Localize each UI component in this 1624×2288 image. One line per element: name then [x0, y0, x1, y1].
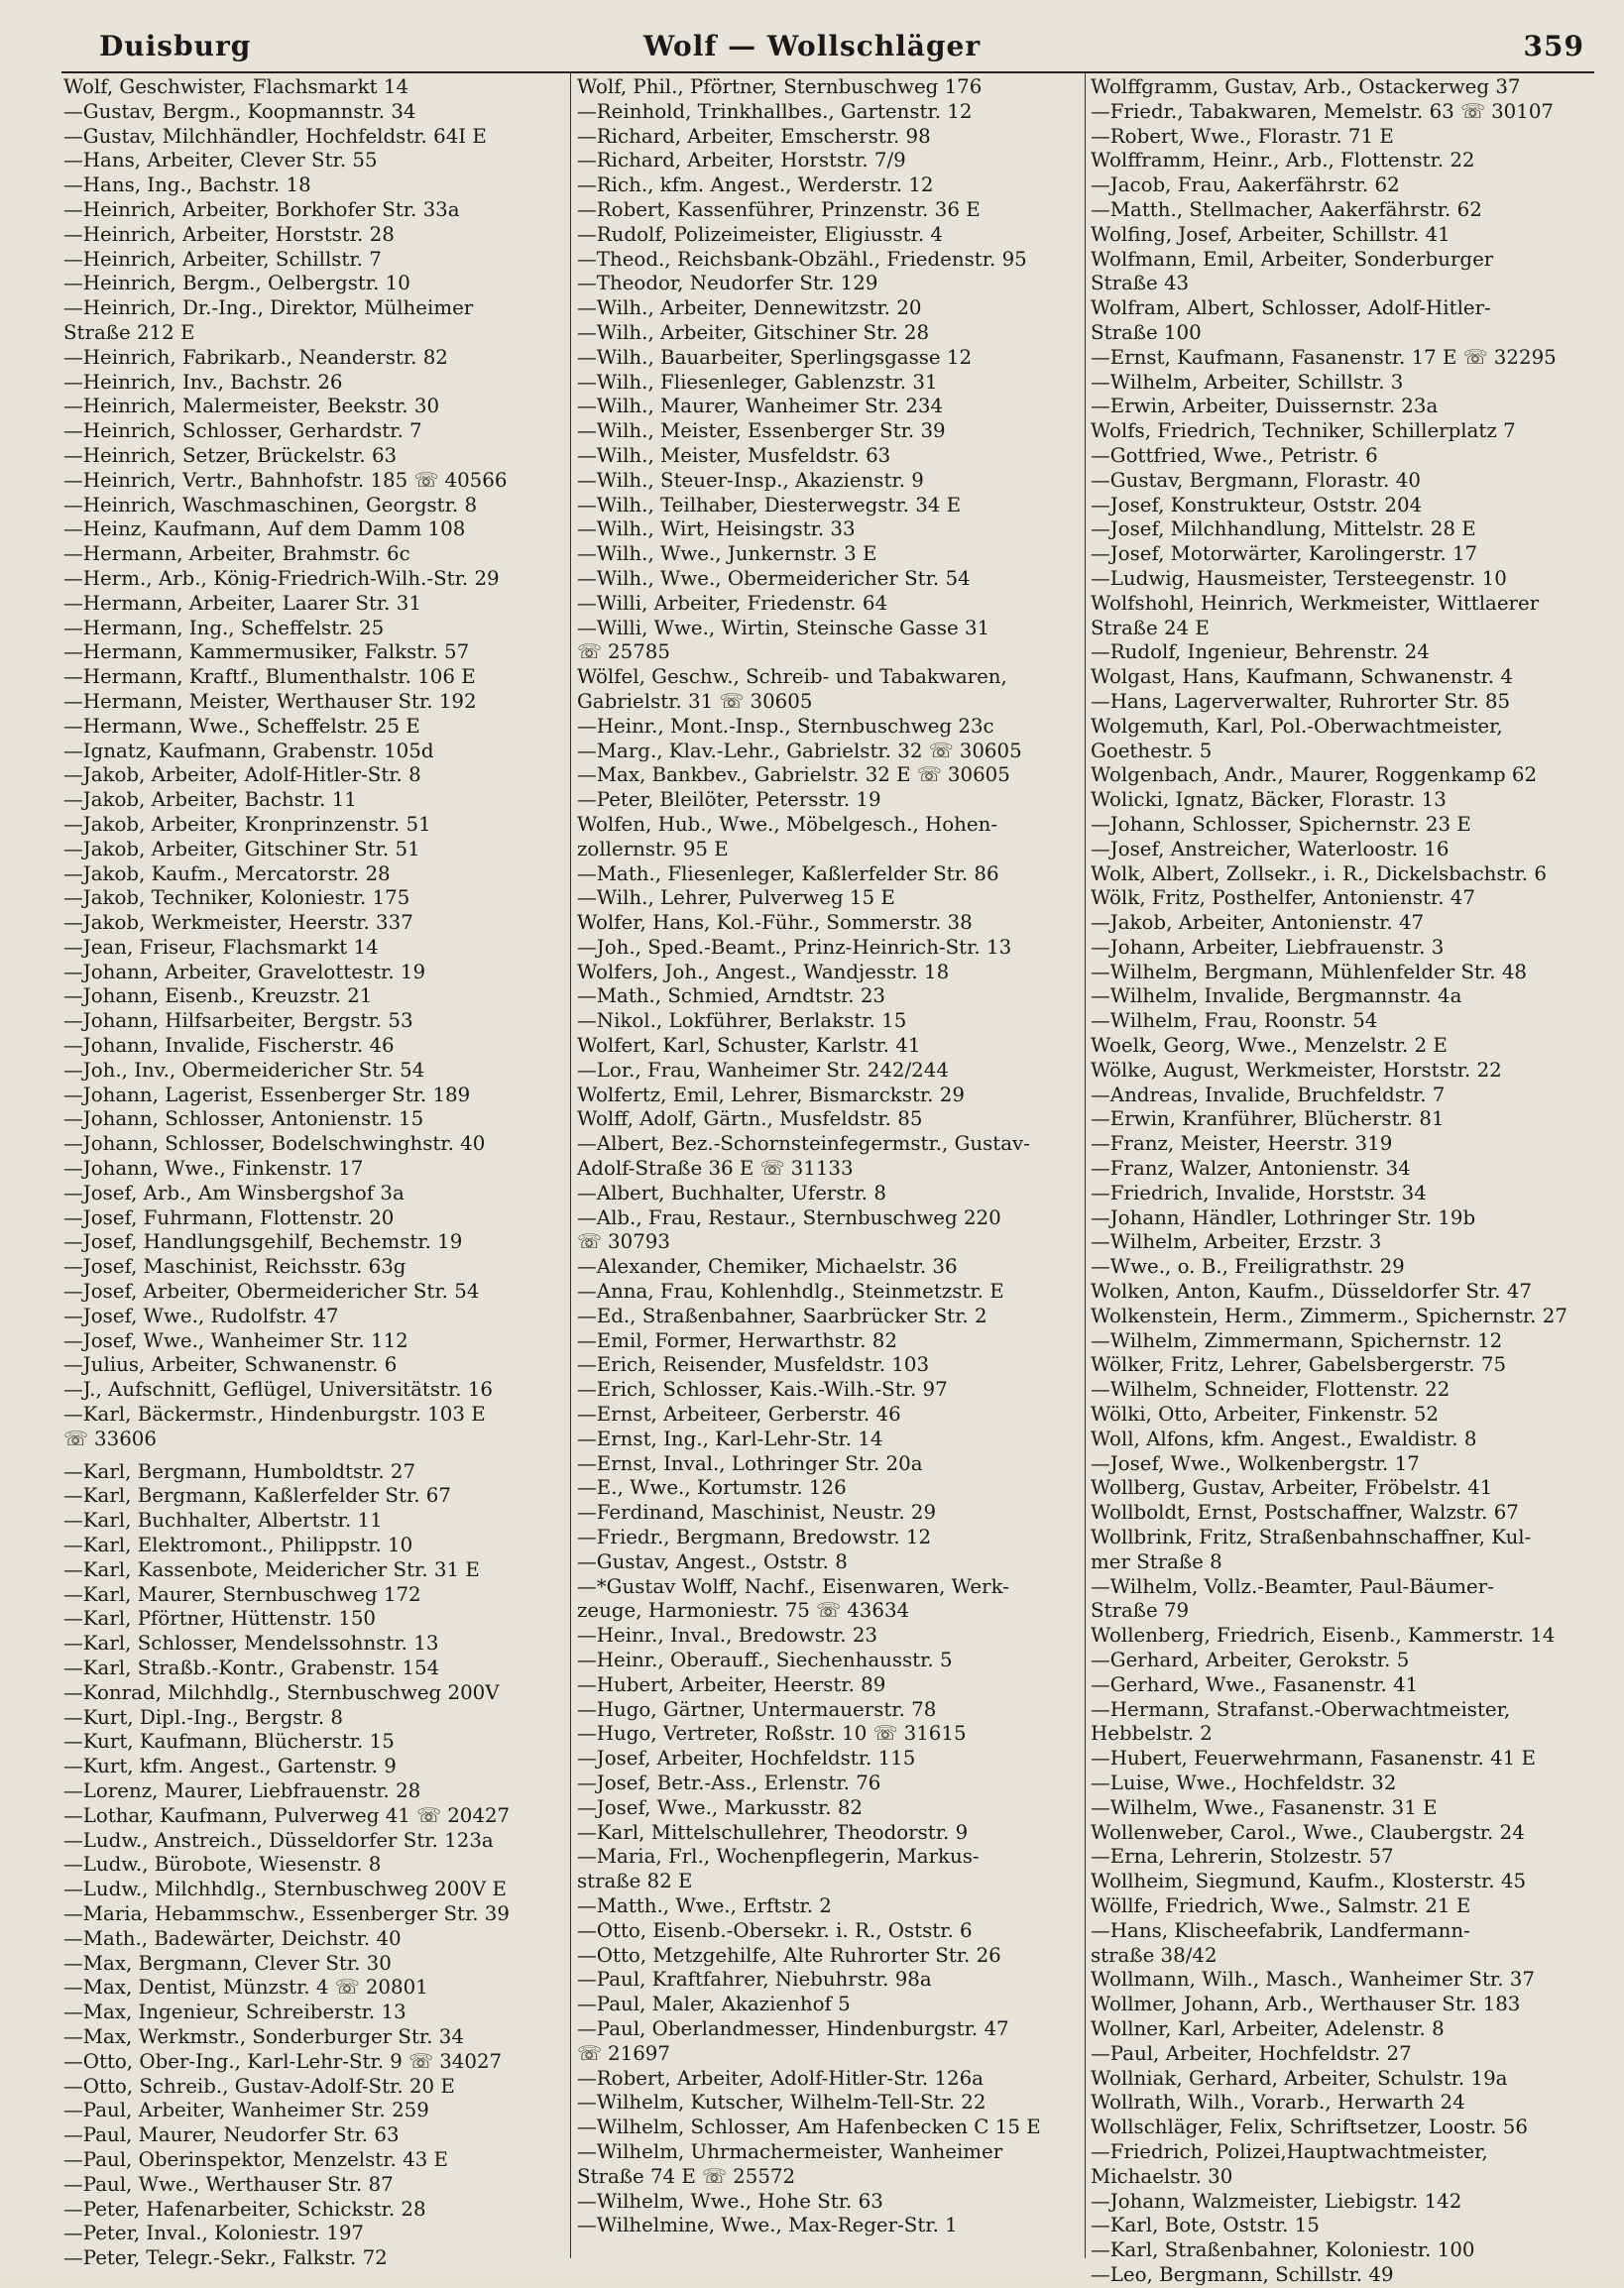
directory-entry-line: —Josef, Arb., Am Winsbergshof 3a — [63, 1181, 405, 1204]
directory-entry-line: —Josef, Arbeiter, Obermeidericher Str. 54 — [63, 1280, 480, 1304]
directory-entry-line: —Hugo, Gärtner, Untermauerstr. 78 — [577, 1697, 937, 1721]
directory-entry-line: Wollrath, Wilh., Vorarb., Herwarth 24 — [1091, 2091, 1465, 2115]
directory-entry-line: —Paul, Maler, Akazienhof 5 — [577, 1993, 851, 2016]
directory-entry-line: —Wilh., Steuer-Insp., Akazienstr. 9 — [577, 468, 924, 492]
directory-entry-line: —Johann, Schlosser, Bodelschwinghstr. 40 — [63, 1132, 486, 1156]
directory-entry-line: —Richard, Arbeiter, Horststr. 7/9 — [577, 149, 906, 172]
directory-entry-line: —Karl, Elektromont., Philippstr. 10 — [63, 1534, 413, 1557]
directory-column-2 — [577, 75, 1083, 2254]
directory-entry-line: Wollniak, Gerhard, Arbeiter, Schulstr. 19a — [1091, 2066, 1508, 2090]
directory-entry-line: —Heinrich, Fabrikarb., Neanderstr. 82 — [63, 345, 448, 369]
directory-entry-line: Woelk, Georg, Wwe., Menzelstr. 2 E — [1091, 1034, 1448, 1058]
directory-entry-line: —Anna, Frau, Kohlenhdlg., Steinmetzstr. E — [577, 1280, 1004, 1304]
directory-entry-line: —Heinrich, Waschmaschinen, Georgstr. 8 — [63, 493, 478, 516]
directory-entry-line: —Gustav, Bergm., Koopmannstr. 34 — [63, 99, 416, 123]
directory-entry-line: —Jakob, Arbeiter, Kronprinzenstr. 51 — [63, 812, 431, 836]
directory-entry-line: Wollboldt, Ernst, Postschaffner, Walzstr. 67 — [1091, 1501, 1519, 1525]
directory-entry-line: —Emil, Former, Herwarthstr. 82 — [577, 1328, 897, 1352]
directory-entry-line: —Johann, Invalide, Fischerstr. 46 — [63, 1034, 395, 1058]
directory-entry-line: —Johann, Wwe., Finkenstr. 17 — [63, 1157, 364, 1181]
directory-entry-line: Wolgenbach, Andr., Maurer, Roggenkamp 62 — [1091, 763, 1538, 787]
directory-entry-line: Wollschläger, Felix, Schriftsetzer, Loostr. 56 — [1091, 2116, 1528, 2139]
directory-entry-line: —Wilhelm, Vollz.-Beamter, Paul-Bäumer- — [1091, 1574, 1494, 1598]
directory-entry-line: —Julius, Arbeiter, Schwanenstr. 6 — [63, 1353, 398, 1377]
directory-entry-line: Wolicki, Ignatz, Bäcker, Florastr. 13 — [1091, 788, 1447, 812]
directory-entry-line: —Math., Schmied, Arndtstr. 23 — [577, 984, 886, 1008]
directory-entry-line: —Josef, Wwe., Markusstr. 82 — [577, 1795, 864, 1819]
directory-entry-line: —Kurt, Dipl.-Ing., Bergstr. 8 — [63, 1705, 343, 1729]
directory-entry-line: —Gottfried, Wwe., Petristr. 6 — [1091, 443, 1378, 467]
directory-entry-line: Straße 43 — [1091, 272, 1190, 295]
header-rule — [61, 71, 1594, 73]
directory-entry-line: —Johann, Schlosser, Spichernstr. 23 E — [1091, 812, 1471, 836]
directory-entry-line: —Ernst, Inval., Lothringer Str. 20a — [577, 1451, 923, 1475]
directory-entry-line: —Heinrich, Malermeister, Beekstr. 30 — [63, 395, 440, 418]
directory-entry-line: —Jakob, Techniker, Koloniestr. 175 — [63, 886, 410, 910]
page-number: 359 — [1523, 30, 1584, 62]
directory-entry-line: Wölki, Otto, Arbeiter, Finkenstr. 52 — [1091, 1403, 1440, 1427]
directory-entry-line: —Ferdinand, Maschinist, Neustr. 29 — [577, 1501, 937, 1525]
directory-entry-line: ☏ 21697 — [577, 2041, 670, 2065]
directory-entry-line: —Johann, Hilfsarbeiter, Bergstr. 53 — [63, 1009, 413, 1033]
directory-entry-line: Adolf-Straße 36 E ☏ 31133 — [577, 1157, 854, 1181]
directory-entry-line: —Luise, Wwe., Hochfeldstr. 32 — [1091, 1771, 1397, 1794]
directory-entry-line: ☏ 30793 — [577, 1230, 670, 1254]
directory-entry-line: Straße 100 — [1091, 320, 1202, 344]
directory-entry-line: —Jakob, Kaufm., Mercatorstr. 28 — [63, 861, 391, 885]
directory-entry-line: —Lothar, Kaufmann, Pulverweg 41 ☏ 20427 — [63, 1803, 511, 1827]
directory-entry-line: —Wilhelm, Wwe., Fasanenstr. 31 E — [1091, 1795, 1438, 1819]
directory-entry-line: ☏ 25785 — [577, 640, 670, 664]
directory-entry-line: —Friedrich, Invalide, Horststr. 34 — [1091, 1181, 1427, 1204]
directory-entry-line: Straße 74 E ☏ 25572 — [577, 2164, 796, 2188]
directory-entry-line: —Peter, Telegr.-Sekr., Falkstr. 72 — [63, 2246, 388, 2270]
directory-entry-line: —Otto, Eisenb.-Obersekr. i. R., Oststr. 6 — [577, 1918, 973, 1942]
directory-entry-line: —Heinrich, Dr.-Ing., Direktor, Mülheimer — [63, 296, 474, 320]
directory-entry-line: —Otto, Ober-Ing., Karl-Lehr-Str. 9 ☏ 34027 — [63, 2049, 503, 2073]
directory-entry-line: —Heinrich, Arbeiter, Borkhofer Str. 33a — [63, 197, 460, 221]
column-divider — [570, 71, 571, 2258]
directory-entry-line: —Albert, Buchhalter, Uferstr. 8 — [577, 1181, 886, 1204]
directory-entry-line: —Johann, Schlosser, Antonienstr. 15 — [63, 1107, 424, 1131]
directory-entry-line: —Erich, Reisender, Musfeldstr. 103 — [577, 1353, 930, 1377]
directory-entry-line: —Josef, Fuhrmann, Flottenstr. 20 — [63, 1205, 395, 1229]
directory-entry-line: —Josef, Betr.-Ass., Erlenstr. 76 — [577, 1771, 881, 1794]
directory-entry-line: —Karl, Bergmann, Kaßlerfelder Str. 67 — [63, 1484, 451, 1508]
directory-entry-line: —Wilhelm, Uhrmachermeister, Wanheimer — [577, 2139, 1003, 2163]
directory-entry-line: Wolfs, Friedrich, Techniker, Schillerplatz 7 — [1091, 419, 1516, 443]
directory-entry-line: —Jean, Friseur, Flachsmarkt 14 — [63, 935, 379, 959]
directory-entry-line: Wolgemuth, Karl, Pol.-Oberwachtmeister, — [1091, 714, 1503, 738]
directory-entry-line: —Heinrich, Arbeiter, Horststr. 28 — [63, 222, 395, 246]
directory-entry-line: Goethestr. 5 — [1091, 739, 1213, 762]
directory-entry-line: Wölfel, Geschw., Schreib- und Tabakwaren, — [577, 665, 1007, 689]
directory-entry-line: —Richard, Arbeiter, Emscherstr. 98 — [577, 124, 931, 148]
directory-entry-line: —Ernst, Ing., Karl-Lehr-Str. 14 — [577, 1427, 883, 1450]
directory-entry-line: —Paul, Maurer, Neudorfer Str. 63 — [63, 2123, 400, 2147]
directory-entry-line: —Ludw., Bürobote, Wiesenstr. 8 — [63, 1853, 382, 1877]
directory-entry-line: —Wilhelm, Invalide, Bergmannstr. 4a — [1091, 984, 1462, 1008]
directory-entry-line: Wolf, Geschwister, Flachsmarkt 14 — [63, 75, 409, 98]
directory-entry-line: —Hans, Lagerverwalter, Ruhrorter Str. 85 — [1091, 689, 1511, 713]
directory-entry-line: Wolfmann, Emil, Arbeiter, Sonderburger — [1091, 247, 1494, 271]
directory-entry-line: —Hermann, Arbeiter, Laarer Str. 31 — [63, 591, 421, 615]
directory-entry-line: —Johann, Eisenb., Kreuzstr. 21 — [63, 984, 373, 1008]
directory-entry-line: Wöllfe, Friedrich, Wwe., Salmstr. 21 E — [1091, 1893, 1471, 1917]
directory-entry-line: —Hermann, Wwe., Scheffelstr. 25 E — [63, 714, 420, 738]
directory-entry-line: —Joh., Inv., Obermeidericher Str. 54 — [63, 1058, 425, 1082]
directory-entry-line: —Karl, Straßenbahner, Koloniestr. 100 — [1091, 2238, 1475, 2262]
directory-entry-line: —Reinhold, Trinkhallbes., Gartenstr. 12 — [577, 99, 973, 123]
directory-entry-line: —Math., Badewärter, Deichstr. 40 — [63, 1926, 402, 1950]
directory-entry-line: —Karl, Straßb.-Kontr., Grabenstr. 154 — [63, 1657, 440, 1679]
directory-entry-line: —Gustav, Angest., Oststr. 8 — [577, 1549, 848, 1573]
directory-entry-line: Wollner, Karl, Arbeiter, Adelenstr. 8 — [1091, 2016, 1445, 2040]
directory-entry-line: Wollenberg, Friedrich, Eisenb., Kammerstr. 14 — [1091, 1624, 1556, 1648]
directory-entry-line: straße 38/42 — [1091, 1943, 1218, 1967]
directory-entry-line: —Josef, Konstrukteur, Oststr. 204 — [1091, 493, 1423, 516]
directory-entry-line: —Johann, Lagerist, Essenberger Str. 189 — [63, 1083, 471, 1106]
directory-entry-line: —Paul, Oberinspektor, Menzelstr. 43 E — [63, 2147, 448, 2171]
directory-entry-line: zollernstr. 95 E — [577, 837, 729, 860]
directory-column-1 — [63, 75, 565, 2270]
directory-entry-line: —Ernst, Arbeiteer, Gerberstr. 46 — [577, 1403, 901, 1427]
directory-entry-line: —Leo, Bergmann, Schillstr. 49 — [1091, 2262, 1394, 2286]
directory-entry-line: —Friedr., Tabakwaren, Memelstr. 63 ☏ 30107 — [1091, 99, 1555, 123]
directory-entry-line: —Wilhelm, Arbeiter, Erzstr. 3 — [1091, 1230, 1382, 1254]
directory-entry-line: —Josef, Milchhandlung, Mittelstr. 28 E — [1091, 517, 1476, 541]
directory-entry-line: Wolfframm, Heinr., Arb., Flottenstr. 22 — [1091, 149, 1475, 172]
directory-entry-line: —Wilhelm, Bergmann, Mühlenfelder Str. 48 — [1091, 960, 1527, 983]
directory-entry-line: —Josef, Anstreicher, Waterloostr. 16 — [1091, 837, 1450, 860]
directory-entry-line: —Wilhelm, Schneider, Flottenstr. 22 — [1091, 1378, 1450, 1402]
directory-entry-line: —Heinz, Kaufmann, Auf dem Damm 108 — [63, 517, 466, 541]
directory-entry-line: —Wilhelm, Zimmermann, Spichernstr. 12 — [1091, 1328, 1503, 1352]
directory-entry-line: —Lorenz, Maurer, Liebfrauenstr. 28 — [63, 1778, 421, 1802]
directory-entry-line: —Karl, Bergmann, Humboldtstr. 27 — [63, 1459, 416, 1483]
directory-entry-line: Woll, Alfons, kfm. Angest., Ewaldistr. 8 — [1091, 1427, 1477, 1450]
directory-entry-line: Wölke, August, Werkmeister, Horststr. 22 — [1091, 1058, 1502, 1082]
directory-entry-line: Wolfing, Josef, Arbeiter, Schillstr. 41 — [1091, 222, 1450, 246]
directory-entry-line: Wollmann, Wilh., Masch., Wanheimer Str. 37 — [1091, 1968, 1535, 1992]
directory-entry-line: —Wilh., Arbeiter, Gitschiner Str. 28 — [577, 320, 930, 344]
directory-entry-line: Wolf, Phil., Pförtner, Sternbuschweg 176 — [577, 75, 983, 98]
directory-entry-line: —Hermann, Kammermusiker, Falkstr. 57 — [63, 640, 470, 664]
directory-entry-line: —Kurt, Kaufmann, Blücherstr. 15 — [63, 1730, 395, 1754]
directory-entry-line: —Hans, Ing., Bachstr. 18 — [63, 173, 311, 197]
directory-entry-line: —Heinrich, Vertr., Bahnhofstr. 185 ☏ 40566 — [63, 468, 508, 492]
directory-entry-line: Wollheim, Siegmund, Kaufm., Klosterstr. 45 — [1091, 1870, 1527, 1893]
column-divider — [1085, 71, 1086, 2258]
directory-entry-line: —Kurt, kfm. Angest., Gartenstr. 9 — [63, 1755, 397, 1778]
directory-entry-line: —Josef, Wwe., Wanheimer Str. 112 — [63, 1328, 408, 1352]
directory-entry-line: —Gustav, Milchhändler, Hochfeldstr. 64I E — [63, 124, 487, 148]
directory-entry-line: Wölker, Fritz, Lehrer, Gabelsbergerstr. 75 — [1091, 1353, 1507, 1377]
directory-entry-line: —Wilhelm, Kutscher, Wilhelm-Tell-Str. 22 — [577, 2091, 986, 2115]
directory-entry-line: Straße 79 — [1091, 1599, 1190, 1623]
directory-entry-line: Michaelstr. 30 — [1091, 2164, 1233, 2188]
directory-entry-line: —Maria, Hebammschw., Essenberger Str. 39 — [63, 1901, 510, 1925]
directory-entry-line: —Peter, Hafenarbeiter, Schickstr. 28 — [63, 2197, 426, 2221]
directory-entry-line: —Karl, Bote, Oststr. 15 — [1091, 2214, 1320, 2237]
directory-entry-line: —Karl, Mittelschullehrer, Theodorstr. 9 — [577, 1820, 969, 1844]
directory-entry-line: —Wilhelm, Wwe., Hohe Str. 63 — [577, 2189, 883, 2213]
directory-entry-line: —Gerhard, Arbeiter, Gerokstr. 5 — [1091, 1649, 1410, 1671]
directory-entry-line: —Robert, Arbeiter, Adolf-Hitler-Str. 126a — [577, 2066, 984, 2090]
directory-entry-line: Wölk, Fritz, Posthelfer, Antonienstr. 47 — [1091, 886, 1475, 910]
directory-entry-line: —Erna, Lehrerin, Stolzestr. 57 — [1091, 1845, 1394, 1869]
directory-entry-line: —Ludw., Anstreich., Düsseldorfer Str. 123a — [63, 1828, 494, 1852]
directory-entry-line: —Jakob, Arbeiter, Antonienstr. 47 — [1091, 911, 1425, 935]
directory-entry-line: —Wilh., Wirt, Heisingstr. 33 — [577, 517, 856, 541]
directory-entry-line: —Otto, Metzgehilfe, Alte Ruhrorter Str. 26 — [577, 1943, 1001, 1967]
directory-entry-line: —Hans, Klischeefabrik, Landfermann- — [1091, 1918, 1470, 1942]
directory-entry-line: —Wilh., Maurer, Wanheimer Str. 234 — [577, 395, 944, 418]
directory-entry-line: —Jakob, Werkmeister, Heerstr. 337 — [63, 911, 413, 935]
header-name-range: Wolf — Wollschläger — [642, 30, 982, 62]
directory-entry-line: —Karl, Kassenbote, Meidericher Str. 31 E — [63, 1557, 480, 1581]
directory-entry-line: mer Straße 8 — [1091, 1549, 1222, 1573]
directory-entry-line: —Gerhard, Wwe., Fasanenstr. 41 — [1091, 1672, 1419, 1696]
directory-entry-line: —Heinrich, Schlosser, Gerhardstr. 7 — [63, 419, 422, 443]
directory-entry-line: —Hermann, Ing., Scheffelstr. 25 — [63, 616, 385, 639]
directory-entry-line: —Ignatz, Kaufmann, Grabenstr. 105d — [63, 739, 434, 762]
directory-entry-line: —Nikol., Lokführer, Berlakstr. 15 — [577, 1009, 907, 1033]
directory-entry-line: —Josef, Arbeiter, Hochfeldstr. 115 — [577, 1747, 916, 1771]
directory-entry-line: Wolffgramm, Gustav, Arb., Ostackerweg 37 — [1091, 75, 1521, 98]
directory-entry-line: —Heinrich, Arbeiter, Schillstr. 7 — [63, 247, 382, 271]
directory-entry-line: Wollmer, Johann, Arb., Werthauser Str. 183 — [1091, 1993, 1521, 2016]
directory-entry-line: —Maria, Frl., Wochenpflegerin, Markus- — [577, 1845, 980, 1869]
header-city: Duisburg — [99, 30, 252, 62]
directory-entry-line: Wolkenstein, Herm., Zimmerm., Spichernstr. 27 — [1091, 1304, 1567, 1327]
directory-entry-line: —Lor., Frau, Wanheimer Str. 242/244 — [577, 1058, 949, 1082]
directory-entry-line: —Franz, Meister, Heerstr. 319 — [1091, 1132, 1393, 1156]
directory-entry-line — [63, 1452, 565, 1460]
directory-entry-line: —Max, Werkmstr., Sonderburger Str. 34 — [63, 2024, 464, 2048]
directory-entry-line: —Robert, Wwe., Florastr. 71 E — [1091, 124, 1394, 148]
directory-entry-line: —Andreas, Invalide, Bruchfeldstr. 7 — [1091, 1083, 1446, 1106]
directory-entry-line: —Wilh., Meister, Essenberger Str. 39 — [577, 419, 946, 443]
directory-entry-line: —Herm., Arb., König-Friedrich-Wilh.-Str. 29 — [63, 566, 500, 590]
directory-entry-line: —Hermann, Arbeiter, Brahmstr. 6c — [63, 542, 410, 566]
directory-entry-line: —Konrad, Milchhdlg., Sternbuschweg 200V — [63, 1680, 500, 1704]
directory-entry-line: —Wilh., Lehrer, Pulverweg 15 E — [577, 886, 895, 910]
directory-entry-line: —Erich, Schlosser, Kais.-Wilh.-Str. 97 — [577, 1378, 948, 1402]
directory-entry-line: —Wilhelm, Frau, Roonstr. 54 — [1091, 1009, 1378, 1033]
directory-entry-line: Wolfers, Joh., Angest., Wandjesstr. 18 — [577, 960, 950, 983]
directory-entry-line: —Max, Bergmann, Clever Str. 30 — [63, 1951, 392, 1975]
directory-entry-line: Wollenweber, Carol., Wwe., Claubergstr. 24 — [1091, 1820, 1525, 1844]
directory-entry-line: —Max, Ingenieur, Schreiberstr. 13 — [63, 2001, 406, 2024]
directory-entry-line: —Wilh., Wwe., Junkernstr. 3 E — [577, 542, 877, 566]
directory-entry-line: —Theodor, Neudorfer Str. 129 — [577, 272, 878, 295]
directory-entry-line: —Ludwig, Hausmeister, Tersteegenstr. 10 — [1091, 566, 1507, 590]
directory-entry-line: —Jakob, Arbeiter, Bachstr. 11 — [63, 788, 357, 812]
directory-entry-line: Straße 24 E — [1091, 616, 1210, 639]
directory-entry-line: —*Gustav Wolff, Nachf., Eisenwaren, Werk- — [577, 1574, 1009, 1598]
directory-entry-line: Hebbelstr. 2 — [1091, 1722, 1213, 1746]
directory-entry-line: —Heinrich, Bergm., Oelbergstr. 10 — [63, 272, 410, 295]
directory-entry-line: —Gustav, Bergmann, Florastr. 40 — [1091, 468, 1421, 492]
directory-entry-line: —Ludw., Milchhdlg., Sternbuschweg 200V E — [63, 1878, 507, 1901]
directory-entry-line: —Wilhelm, Schlosser, Am Hafenbecken C 15 E — [577, 2116, 1041, 2139]
directory-entry-line: —Friedrich, Polizei,Hauptwachtmeister, — [1091, 2139, 1488, 2163]
directory-entry-line: —Heinr., Mont.-Insp., Sternbuschweg 23c — [577, 714, 994, 738]
directory-entry-line: —Karl, Buchhalter, Albertstr. 11 — [63, 1509, 383, 1533]
directory-entry-line: —Alb., Frau, Restaur., Sternbuschweg 220 — [577, 1205, 1001, 1229]
directory-entry-line: —Theod., Reichsbank-Obzähl., Friedenstr. 95 — [577, 247, 1027, 271]
directory-entry-line: Wolfen, Hub., Wwe., Möbelgesch., Hohen- — [577, 812, 998, 836]
directory-entry-line: —Franz, Walzer, Antonienstr. 34 — [1091, 1157, 1411, 1181]
directory-entry-line: —Hermann, Strafanst.-Oberwachtmeister, — [1091, 1697, 1511, 1721]
directory-entry-line: —E., Wwe., Kortumstr. 126 — [577, 1476, 847, 1500]
directory-entry-line: —Willi, Arbeiter, Friedenstr. 64 — [577, 591, 888, 615]
directory-entry-line: Wolfer, Hans, Kol.-Führ., Sommerstr. 38 — [577, 911, 973, 935]
directory-entry-line: —Paul, Kraftfahrer, Niebuhrstr. 98a — [577, 1968, 932, 1992]
directory-entry-line: Wolff, Adolf, Gärtn., Musfeldstr. 85 — [577, 1107, 923, 1131]
directory-entry-line: —Friedr., Bergmann, Bredowstr. 12 — [577, 1526, 932, 1549]
directory-entry-line: Wolfertz, Emil, Lehrer, Bismarckstr. 29 — [577, 1083, 965, 1106]
directory-entry-line: —Paul, Arbeiter, Hochfeldstr. 27 — [1091, 2041, 1412, 2065]
directory-entry-line: —Karl, Pförtner, Hüttenstr. 150 — [63, 1607, 377, 1631]
directory-entry-line: —Rudolf, Ingenieur, Behrenstr. 24 — [1091, 640, 1430, 664]
directory-entry-line: —Willi, Wwe., Wirtin, Steinsche Gasse 31 — [577, 616, 990, 639]
directory-entry-line: —Ed., Straßenbahner, Saarbrücker Str. 2 — [577, 1304, 987, 1327]
directory-entry-line: Wolfshohl, Heinrich, Werkmeister, Wittlaerer — [1091, 591, 1540, 615]
directory-entry-line: —Heinr., Oberauff., Siechenhausstr. 5 — [577, 1649, 953, 1671]
directory-entry-line: Wolk, Albert, Zollsekr., i. R., Dickelsbachstr. 6 — [1091, 861, 1547, 885]
directory-entry-line: —Erwin, Kranführer, Blücherstr. 81 — [1091, 1107, 1445, 1131]
directory-entry-line: —Paul, Oberlandmesser, Hindenburgstr. 47 — [577, 2016, 1009, 2040]
directory-entry-line: —Josef, Wwe., Wolkenbergstr. 17 — [1091, 1451, 1420, 1475]
directory-entry-line: —Rich., kfm. Angest., Werderstr. 12 — [577, 173, 934, 197]
directory-entry-line: Wollbrink, Fritz, Straßenbahnschaffner, Kul- — [1091, 1526, 1532, 1549]
directory-entry-line: —Wilh., Wwe., Obermeidericher Str. 54 — [577, 566, 971, 590]
directory-entry-line: —Erwin, Arbeiter, Duissernstr. 23a — [1091, 395, 1439, 418]
directory-entry-line: —Johann, Arbeiter, Gravelottestr. 19 — [63, 960, 426, 983]
directory-entry-line: —Hugo, Vertreter, Roßstr. 10 ☏ 31615 — [577, 1722, 967, 1746]
directory-entry-line: —Johann, Walzmeister, Liebigstr. 142 — [1091, 2189, 1462, 2213]
directory-entry-line: —Hermann, Meister, Werthauser Str. 192 — [63, 689, 477, 713]
directory-entry-line: Wolgast, Hans, Kaufmann, Schwanenstr. 4 — [1091, 665, 1513, 689]
directory-entry-line: Gabrielstr. 31 ☏ 30605 — [577, 689, 813, 713]
directory-entry-line: —Paul, Wwe., Werthauser Str. 87 — [63, 2172, 394, 2196]
directory-entry-line: Wolfram, Albert, Schlosser, Adolf-Hitler- — [1091, 296, 1491, 320]
directory-entry-line: —Jakob, Arbeiter, Adolf-Hitler-Str. 8 — [63, 763, 421, 787]
directory-entry-line: —Albert, Bez.-Schornsteinfegermstr., Gustav- — [577, 1132, 1030, 1156]
directory-entry-line: —Josef, Maschinist, Reichsstr. 63g — [63, 1255, 406, 1279]
directory-entry-line: —Hubert, Feuerwehrmann, Fasanenstr. 41 E — [1091, 1747, 1536, 1771]
directory-entry-line: —Wilh., Teilhaber, Diesterwegstr. 34 E — [577, 493, 962, 516]
directory-entry-line: —Wilhelmine, Wwe., Max-Reger-Str. 1 — [577, 2214, 958, 2237]
directory-entry-line: —Rudolf, Polizeimeister, Eligiusstr. 4 — [577, 222, 944, 246]
directory-entry-line: —Ernst, Kaufmann, Fasanenstr. 17 E ☏ 32295 — [1091, 345, 1557, 369]
directory-entry-line: —Alexander, Chemiker, Michaelstr. 36 — [577, 1255, 958, 1279]
directory-entry-line: —Heinrich, Setzer, Brückelstr. 63 — [63, 443, 398, 467]
directory-entry-line: —Jakob, Arbeiter, Gitschiner Str. 51 — [63, 837, 420, 860]
directory-entry-line: —Matth., Wwe., Erftstr. 2 — [577, 1893, 832, 1917]
directory-entry-line: —Johann, Arbeiter, Liebfrauenstr. 3 — [1091, 935, 1445, 959]
directory-entry-line: —Karl, Maurer, Sternbuschweg 172 — [63, 1582, 421, 1606]
directory-entry-line: —Max, Bankbev., Gabrielstr. 32 E ☏ 30605 — [577, 763, 1010, 787]
directory-column-3 — [1091, 75, 1602, 2286]
directory-entry-line: —Paul, Arbeiter, Wanheimer Str. 259 — [63, 2099, 429, 2122]
directory-entry-line: straße 82 E — [577, 1870, 693, 1893]
directory-entry-line: —Hubert, Arbeiter, Heerstr. 89 — [577, 1672, 886, 1696]
directory-entry-line: —Peter, Bleilöter, Petersstr. 19 — [577, 788, 881, 812]
directory-entry-line: —Josef, Wwe., Rudolfstr. 47 — [63, 1304, 339, 1327]
directory-entry-line: —Johann, Händler, Lothringer Str. 19b — [1091, 1205, 1476, 1229]
directory-entry-line: —Wilhelm, Arbeiter, Schillstr. 3 — [1091, 370, 1404, 394]
directory-entry-line: —Peter, Inval., Koloniestr. 197 — [63, 2222, 365, 2245]
directory-entry-line: Straße 212 E — [63, 320, 195, 344]
directory-entry-line: —Max, Dentist, Münzstr. 4 ☏ 20801 — [63, 1976, 428, 2000]
directory-entry-line: Wollberg, Gustav, Arbeiter, Fröbelstr. 41 — [1091, 1476, 1493, 1500]
directory-entry-line: —Joh., Sped.-Beamt., Prinz-Heinrich-Str. 13 — [577, 935, 1012, 959]
directory-entry-line: —Otto, Schreib., Gustav-Adolf-Str. 20 E — [63, 2074, 455, 2098]
directory-entry-line: —Jacob, Frau, Aakerfährstr. 62 — [1091, 173, 1400, 197]
directory-entry-line: —Hans, Arbeiter, Clever Str. 55 — [63, 149, 378, 172]
directory-entry-line: Wolfert, Karl, Schuster, Karlstr. 41 — [577, 1034, 921, 1058]
directory-entry-line: —Karl, Bäckermstr., Hindenburgstr. 103 E — [63, 1403, 486, 1427]
directory-entry-line: —Marg., Klav.-Lehr., Gabrielstr. 32 ☏ 30605 — [577, 739, 1022, 762]
directory-entry-line: Wolken, Anton, Kaufm., Düsseldorfer Str. 47 — [1091, 1280, 1532, 1304]
directory-entry-line: —Hermann, Kraftf., Blumenthalstr. 106 E — [63, 665, 476, 689]
directory-entry-line: —Wilh., Bauarbeiter, Sperlingsgasse 12 — [577, 345, 973, 369]
directory-entry-line: —Wilh., Fliesenleger, Gablenzstr. 31 — [577, 370, 938, 394]
directory-entry-line: —Heinrich, Inv., Bachstr. 26 — [63, 370, 343, 394]
directory-entry-line: —Wwe., o. B., Freiligrathstr. 29 — [1091, 1255, 1405, 1279]
directory-entry-line: —Karl, Schlosser, Mendelssohnstr. 13 — [63, 1632, 439, 1656]
directory-entry-line: —Josef, Handlungsgehilf, Bechemstr. 19 — [63, 1230, 463, 1254]
directory-entry-line: ☏ 33606 — [63, 1427, 157, 1450]
directory-entry-line: —Wilh., Meister, Musfeldstr. 63 — [577, 443, 891, 467]
directory-entry-line: —J., Aufschnitt, Geflügel, Universitätstr. 16 — [63, 1378, 493, 1402]
directory-entry-line: —Heinr., Inval., Bredowstr. 23 — [577, 1624, 877, 1648]
directory-entry-line: —Wilh., Arbeiter, Dennewitzstr. 20 — [577, 296, 922, 320]
directory-entry-line: —Matth., Stellmacher, Aakerfährstr. 62 — [1091, 197, 1482, 221]
directory-entry-line: —Robert, Kassenführer, Prinzenstr. 36 E — [577, 197, 981, 221]
directory-entry-line: zeuge, Harmoniestr. 75 ☏ 43634 — [577, 1599, 910, 1623]
directory-entry-line: —Josef, Motorwärter, Karolingerstr. 17 — [1091, 542, 1478, 566]
directory-entry-line: —Math., Fliesenleger, Kaßlerfelder Str. 86 — [577, 861, 999, 885]
